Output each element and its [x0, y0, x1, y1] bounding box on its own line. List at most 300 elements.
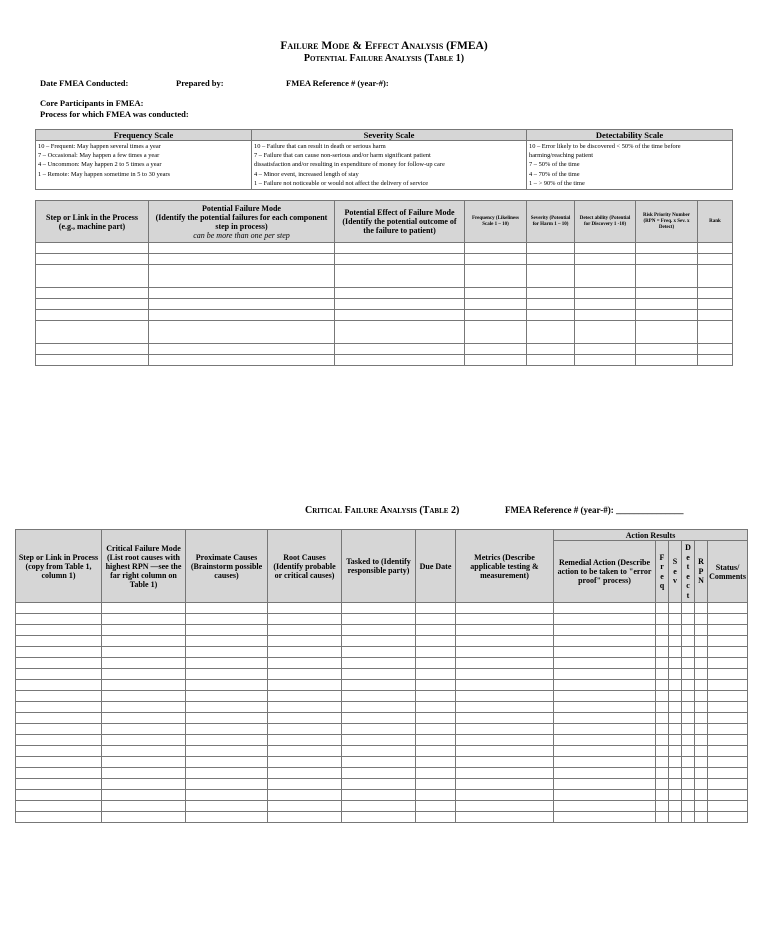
table-cell[interactable]	[16, 735, 102, 746]
table-cell[interactable]	[695, 779, 708, 790]
table-cell[interactable]	[708, 812, 748, 823]
table-cell[interactable]	[342, 647, 416, 658]
table-cell[interactable]	[16, 713, 102, 724]
table-cell[interactable]	[669, 636, 682, 647]
table-cell[interactable]	[695, 691, 708, 702]
table-cell[interactable]	[708, 757, 748, 768]
table-cell[interactable]	[695, 669, 708, 680]
table-cell[interactable]	[102, 735, 186, 746]
table-cell[interactable]	[102, 801, 186, 812]
table-cell[interactable]	[456, 790, 554, 801]
table-cell[interactable]	[695, 614, 708, 625]
table-cell[interactable]	[708, 647, 748, 658]
table-cell[interactable]	[36, 265, 149, 288]
table-cell[interactable]	[335, 254, 465, 265]
table-cell[interactable]	[186, 724, 268, 735]
table-cell[interactable]	[708, 713, 748, 724]
table-cell[interactable]	[554, 647, 656, 658]
table-cell[interactable]	[186, 625, 268, 636]
table-cell[interactable]	[186, 691, 268, 702]
table-cell[interactable]	[708, 625, 748, 636]
table-cell[interactable]	[695, 724, 708, 735]
table-cell[interactable]	[16, 625, 102, 636]
table-cell[interactable]	[149, 299, 335, 310]
table-cell[interactable]	[708, 669, 748, 680]
table-cell[interactable]	[695, 735, 708, 746]
table-cell[interactable]	[102, 614, 186, 625]
table-cell[interactable]	[554, 614, 656, 625]
table-cell[interactable]	[102, 812, 186, 823]
table-cell[interactable]	[456, 801, 554, 812]
table-cell[interactable]	[186, 757, 268, 768]
table-cell[interactable]	[527, 355, 575, 366]
table-cell[interactable]	[682, 779, 695, 790]
table-cell[interactable]	[575, 355, 636, 366]
table-cell[interactable]	[335, 344, 465, 355]
table-cell[interactable]	[698, 344, 733, 355]
table-cell[interactable]	[342, 702, 416, 713]
table-cell[interactable]	[682, 746, 695, 757]
table-cell[interactable]	[186, 713, 268, 724]
table-cell[interactable]	[268, 647, 342, 658]
table-cell[interactable]	[16, 603, 102, 614]
table-cell[interactable]	[695, 790, 708, 801]
table-cell[interactable]	[554, 779, 656, 790]
table-cell[interactable]	[342, 691, 416, 702]
table-cell[interactable]	[36, 321, 149, 344]
table-cell[interactable]	[416, 768, 456, 779]
table-cell[interactable]	[669, 658, 682, 669]
table-cell[interactable]	[575, 288, 636, 299]
table-cell[interactable]	[456, 713, 554, 724]
table-cell[interactable]	[465, 321, 527, 344]
table-cell[interactable]	[669, 801, 682, 812]
table-cell[interactable]	[16, 647, 102, 658]
table-cell[interactable]	[416, 702, 456, 713]
table-cell[interactable]	[186, 647, 268, 658]
table-cell[interactable]	[456, 757, 554, 768]
table-cell[interactable]	[656, 669, 669, 680]
table-cell[interactable]	[456, 735, 554, 746]
table-cell[interactable]	[149, 288, 335, 299]
table-cell[interactable]	[682, 713, 695, 724]
table-cell[interactable]	[268, 779, 342, 790]
table-cell[interactable]	[698, 288, 733, 299]
table-cell[interactable]	[698, 321, 733, 344]
table-cell[interactable]	[186, 746, 268, 757]
table-cell[interactable]	[575, 254, 636, 265]
table-cell[interactable]	[682, 603, 695, 614]
table-cell[interactable]	[669, 691, 682, 702]
table-cell[interactable]	[682, 702, 695, 713]
table-cell[interactable]	[335, 321, 465, 344]
table-cell[interactable]	[554, 658, 656, 669]
table-cell[interactable]	[342, 724, 416, 735]
table-cell[interactable]	[695, 647, 708, 658]
table-cell[interactable]	[708, 768, 748, 779]
table-cell[interactable]	[416, 691, 456, 702]
table-cell[interactable]	[656, 691, 669, 702]
table-cell[interactable]	[342, 801, 416, 812]
table-cell[interactable]	[342, 779, 416, 790]
table-cell[interactable]	[669, 812, 682, 823]
table-cell[interactable]	[456, 625, 554, 636]
table-cell[interactable]	[636, 321, 698, 344]
table-cell[interactable]	[186, 636, 268, 647]
table-cell[interactable]	[149, 254, 335, 265]
table-cell[interactable]	[16, 658, 102, 669]
table-cell[interactable]	[669, 768, 682, 779]
table-cell[interactable]	[698, 299, 733, 310]
table-cell[interactable]	[149, 310, 335, 321]
table-cell[interactable]	[527, 254, 575, 265]
table-cell[interactable]	[36, 344, 149, 355]
table-cell[interactable]	[186, 735, 268, 746]
table-cell[interactable]	[708, 724, 748, 735]
table-cell[interactable]	[527, 321, 575, 344]
table-cell[interactable]	[708, 735, 748, 746]
table-cell[interactable]	[36, 288, 149, 299]
table-cell[interactable]	[656, 636, 669, 647]
table-cell[interactable]	[16, 680, 102, 691]
table-cell[interactable]	[186, 779, 268, 790]
table-cell[interactable]	[682, 735, 695, 746]
table-cell[interactable]	[186, 614, 268, 625]
table-cell[interactable]	[416, 603, 456, 614]
table-cell[interactable]	[682, 768, 695, 779]
table-cell[interactable]	[456, 603, 554, 614]
table-cell[interactable]	[656, 757, 669, 768]
table-cell[interactable]	[554, 746, 656, 757]
table-cell[interactable]	[656, 801, 669, 812]
table-cell[interactable]	[465, 243, 527, 254]
table-cell[interactable]	[16, 636, 102, 647]
table-cell[interactable]	[682, 680, 695, 691]
table-cell[interactable]	[636, 355, 698, 366]
table-cell[interactable]	[16, 812, 102, 823]
table-cell[interactable]	[636, 243, 698, 254]
table-cell[interactable]	[102, 790, 186, 801]
table-cell[interactable]	[456, 669, 554, 680]
table-cell[interactable]	[636, 288, 698, 299]
table-cell[interactable]	[102, 603, 186, 614]
table-cell[interactable]	[682, 658, 695, 669]
table-cell[interactable]	[554, 768, 656, 779]
table-cell[interactable]	[16, 614, 102, 625]
table-cell[interactable]	[16, 768, 102, 779]
table-cell[interactable]	[416, 746, 456, 757]
table-cell[interactable]	[682, 625, 695, 636]
table-cell[interactable]	[268, 680, 342, 691]
table-cell[interactable]	[656, 625, 669, 636]
table-cell[interactable]	[16, 724, 102, 735]
table-cell[interactable]	[416, 801, 456, 812]
table-cell[interactable]	[682, 790, 695, 801]
table-cell[interactable]	[268, 735, 342, 746]
table-cell[interactable]	[575, 299, 636, 310]
table-cell[interactable]	[636, 344, 698, 355]
table-cell[interactable]	[554, 812, 656, 823]
table-cell[interactable]	[268, 702, 342, 713]
table-cell[interactable]	[636, 299, 698, 310]
table-cell[interactable]	[527, 288, 575, 299]
table-cell[interactable]	[268, 724, 342, 735]
table-cell[interactable]	[669, 757, 682, 768]
table-cell[interactable]	[575, 243, 636, 254]
table-cell[interactable]	[708, 790, 748, 801]
table-cell[interactable]	[416, 614, 456, 625]
table-cell[interactable]	[268, 713, 342, 724]
table-cell[interactable]	[695, 625, 708, 636]
table-cell[interactable]	[102, 625, 186, 636]
table-cell[interactable]	[102, 636, 186, 647]
table-cell[interactable]	[102, 658, 186, 669]
table-cell[interactable]	[186, 768, 268, 779]
table-cell[interactable]	[708, 702, 748, 713]
table-cell[interactable]	[698, 254, 733, 265]
table-cell[interactable]	[268, 746, 342, 757]
table-cell[interactable]	[416, 735, 456, 746]
table-cell[interactable]	[656, 779, 669, 790]
table-cell[interactable]	[465, 254, 527, 265]
table-cell[interactable]	[16, 801, 102, 812]
table-cell[interactable]	[708, 636, 748, 647]
table-cell[interactable]	[682, 724, 695, 735]
table-cell[interactable]	[669, 625, 682, 636]
table-cell[interactable]	[669, 746, 682, 757]
table-cell[interactable]	[268, 768, 342, 779]
table-cell[interactable]	[656, 702, 669, 713]
table-cell[interactable]	[465, 288, 527, 299]
table-cell[interactable]	[456, 812, 554, 823]
table-cell[interactable]	[669, 680, 682, 691]
table-cell[interactable]	[554, 625, 656, 636]
table-cell[interactable]	[416, 757, 456, 768]
table-cell[interactable]	[554, 603, 656, 614]
table-cell[interactable]	[342, 614, 416, 625]
table-cell[interactable]	[527, 310, 575, 321]
table-cell[interactable]	[708, 801, 748, 812]
table-cell[interactable]	[554, 724, 656, 735]
table-cell[interactable]	[456, 614, 554, 625]
table-cell[interactable]	[149, 355, 335, 366]
table-cell[interactable]	[416, 647, 456, 658]
table-cell[interactable]	[698, 265, 733, 288]
table-cell[interactable]	[465, 299, 527, 310]
table-cell[interactable]	[342, 669, 416, 680]
table-cell[interactable]	[342, 680, 416, 691]
table-cell[interactable]	[416, 680, 456, 691]
table-cell[interactable]	[554, 669, 656, 680]
table-cell[interactable]	[36, 355, 149, 366]
table-cell[interactable]	[102, 713, 186, 724]
table-cell[interactable]	[669, 790, 682, 801]
table-cell[interactable]	[149, 265, 335, 288]
table-cell[interactable]	[575, 321, 636, 344]
table-cell[interactable]	[416, 669, 456, 680]
table-cell[interactable]	[708, 658, 748, 669]
table-cell[interactable]	[335, 299, 465, 310]
table-cell[interactable]	[682, 614, 695, 625]
table-cell[interactable]	[456, 680, 554, 691]
table-cell[interactable]	[554, 757, 656, 768]
table-cell[interactable]	[575, 310, 636, 321]
table-cell[interactable]	[554, 702, 656, 713]
table-cell[interactable]	[682, 669, 695, 680]
table-cell[interactable]	[16, 757, 102, 768]
table-cell[interactable]	[335, 243, 465, 254]
table-cell[interactable]	[186, 801, 268, 812]
table-cell[interactable]	[149, 243, 335, 254]
table-cell[interactable]	[656, 647, 669, 658]
table-cell[interactable]	[268, 669, 342, 680]
table-cell[interactable]	[342, 790, 416, 801]
table-cell[interactable]	[186, 669, 268, 680]
table-cell[interactable]	[656, 658, 669, 669]
table-cell[interactable]	[342, 812, 416, 823]
table-cell[interactable]	[335, 310, 465, 321]
table-cell[interactable]	[554, 713, 656, 724]
table-cell[interactable]	[456, 779, 554, 790]
table-cell[interactable]	[682, 801, 695, 812]
table-cell[interactable]	[416, 779, 456, 790]
table-cell[interactable]	[416, 658, 456, 669]
table-cell[interactable]	[102, 724, 186, 735]
table-cell[interactable]	[656, 614, 669, 625]
table-cell[interactable]	[695, 680, 708, 691]
table-cell[interactable]	[708, 746, 748, 757]
table-cell[interactable]	[268, 812, 342, 823]
table-cell[interactable]	[669, 735, 682, 746]
table-cell[interactable]	[342, 713, 416, 724]
table-cell[interactable]	[456, 768, 554, 779]
table-cell[interactable]	[342, 625, 416, 636]
table-cell[interactable]	[575, 265, 636, 288]
table-cell[interactable]	[416, 713, 456, 724]
table-cell[interactable]	[465, 355, 527, 366]
table-cell[interactable]	[16, 669, 102, 680]
table-cell[interactable]	[102, 779, 186, 790]
table-cell[interactable]	[682, 812, 695, 823]
table-cell[interactable]	[342, 746, 416, 757]
table-cell[interactable]	[656, 812, 669, 823]
table-cell[interactable]	[416, 625, 456, 636]
table-cell[interactable]	[695, 812, 708, 823]
table-cell[interactable]	[268, 691, 342, 702]
table-cell[interactable]	[416, 790, 456, 801]
table-cell[interactable]	[416, 812, 456, 823]
table-cell[interactable]	[656, 746, 669, 757]
table-cell[interactable]	[695, 702, 708, 713]
table-cell[interactable]	[186, 658, 268, 669]
table-cell[interactable]	[268, 658, 342, 669]
table-cell[interactable]	[186, 812, 268, 823]
table-cell[interactable]	[465, 344, 527, 355]
table-cell[interactable]	[456, 724, 554, 735]
table-cell[interactable]	[695, 658, 708, 669]
table-cell[interactable]	[636, 310, 698, 321]
table-cell[interactable]	[669, 702, 682, 713]
table-cell[interactable]	[656, 680, 669, 691]
table-cell[interactable]	[554, 680, 656, 691]
table-cell[interactable]	[102, 669, 186, 680]
table-cell[interactable]	[695, 746, 708, 757]
table-cell[interactable]	[669, 669, 682, 680]
table-cell[interactable]	[695, 768, 708, 779]
table-cell[interactable]	[554, 735, 656, 746]
table-cell[interactable]	[456, 658, 554, 669]
table-cell[interactable]	[708, 691, 748, 702]
table-cell[interactable]	[268, 790, 342, 801]
table-cell[interactable]	[554, 691, 656, 702]
table-cell[interactable]	[708, 614, 748, 625]
table-cell[interactable]	[268, 603, 342, 614]
table-cell[interactable]	[416, 724, 456, 735]
table-cell[interactable]	[36, 254, 149, 265]
table-cell[interactable]	[656, 790, 669, 801]
table-cell[interactable]	[102, 768, 186, 779]
table-cell[interactable]	[669, 779, 682, 790]
table-cell[interactable]	[16, 746, 102, 757]
table-cell[interactable]	[456, 647, 554, 658]
table-cell[interactable]	[698, 355, 733, 366]
table-cell[interactable]	[268, 625, 342, 636]
table-cell[interactable]	[527, 299, 575, 310]
table-cell[interactable]	[708, 680, 748, 691]
table-cell[interactable]	[36, 310, 149, 321]
table-cell[interactable]	[456, 691, 554, 702]
table-cell[interactable]	[669, 724, 682, 735]
table-cell[interactable]	[669, 647, 682, 658]
table-cell[interactable]	[656, 768, 669, 779]
table-cell[interactable]	[636, 265, 698, 288]
table-cell[interactable]	[186, 790, 268, 801]
table-cell[interactable]	[698, 243, 733, 254]
table-cell[interactable]	[682, 691, 695, 702]
table-cell[interactable]	[695, 636, 708, 647]
table-cell[interactable]	[527, 344, 575, 355]
table-cell[interactable]	[695, 757, 708, 768]
table-cell[interactable]	[656, 713, 669, 724]
table-cell[interactable]	[268, 757, 342, 768]
table-cell[interactable]	[36, 299, 149, 310]
table-cell[interactable]	[16, 702, 102, 713]
table-cell[interactable]	[416, 636, 456, 647]
table-cell[interactable]	[102, 746, 186, 757]
table-cell[interactable]	[342, 735, 416, 746]
table-cell[interactable]	[186, 680, 268, 691]
table-cell[interactable]	[682, 647, 695, 658]
table-cell[interactable]	[149, 344, 335, 355]
table-cell[interactable]	[456, 636, 554, 647]
table-cell[interactable]	[554, 790, 656, 801]
table-cell[interactable]	[695, 713, 708, 724]
table-cell[interactable]	[102, 680, 186, 691]
table-cell[interactable]	[335, 355, 465, 366]
table-cell[interactable]	[465, 310, 527, 321]
table-cell[interactable]	[16, 790, 102, 801]
table-cell[interactable]	[682, 636, 695, 647]
table-cell[interactable]	[527, 243, 575, 254]
table-cell[interactable]	[527, 265, 575, 288]
table-cell[interactable]	[268, 636, 342, 647]
table-cell[interactable]	[636, 254, 698, 265]
table-cell[interactable]	[456, 746, 554, 757]
table-cell[interactable]	[186, 702, 268, 713]
table-cell[interactable]	[102, 757, 186, 768]
table-cell[interactable]	[342, 658, 416, 669]
table-cell[interactable]	[695, 603, 708, 614]
